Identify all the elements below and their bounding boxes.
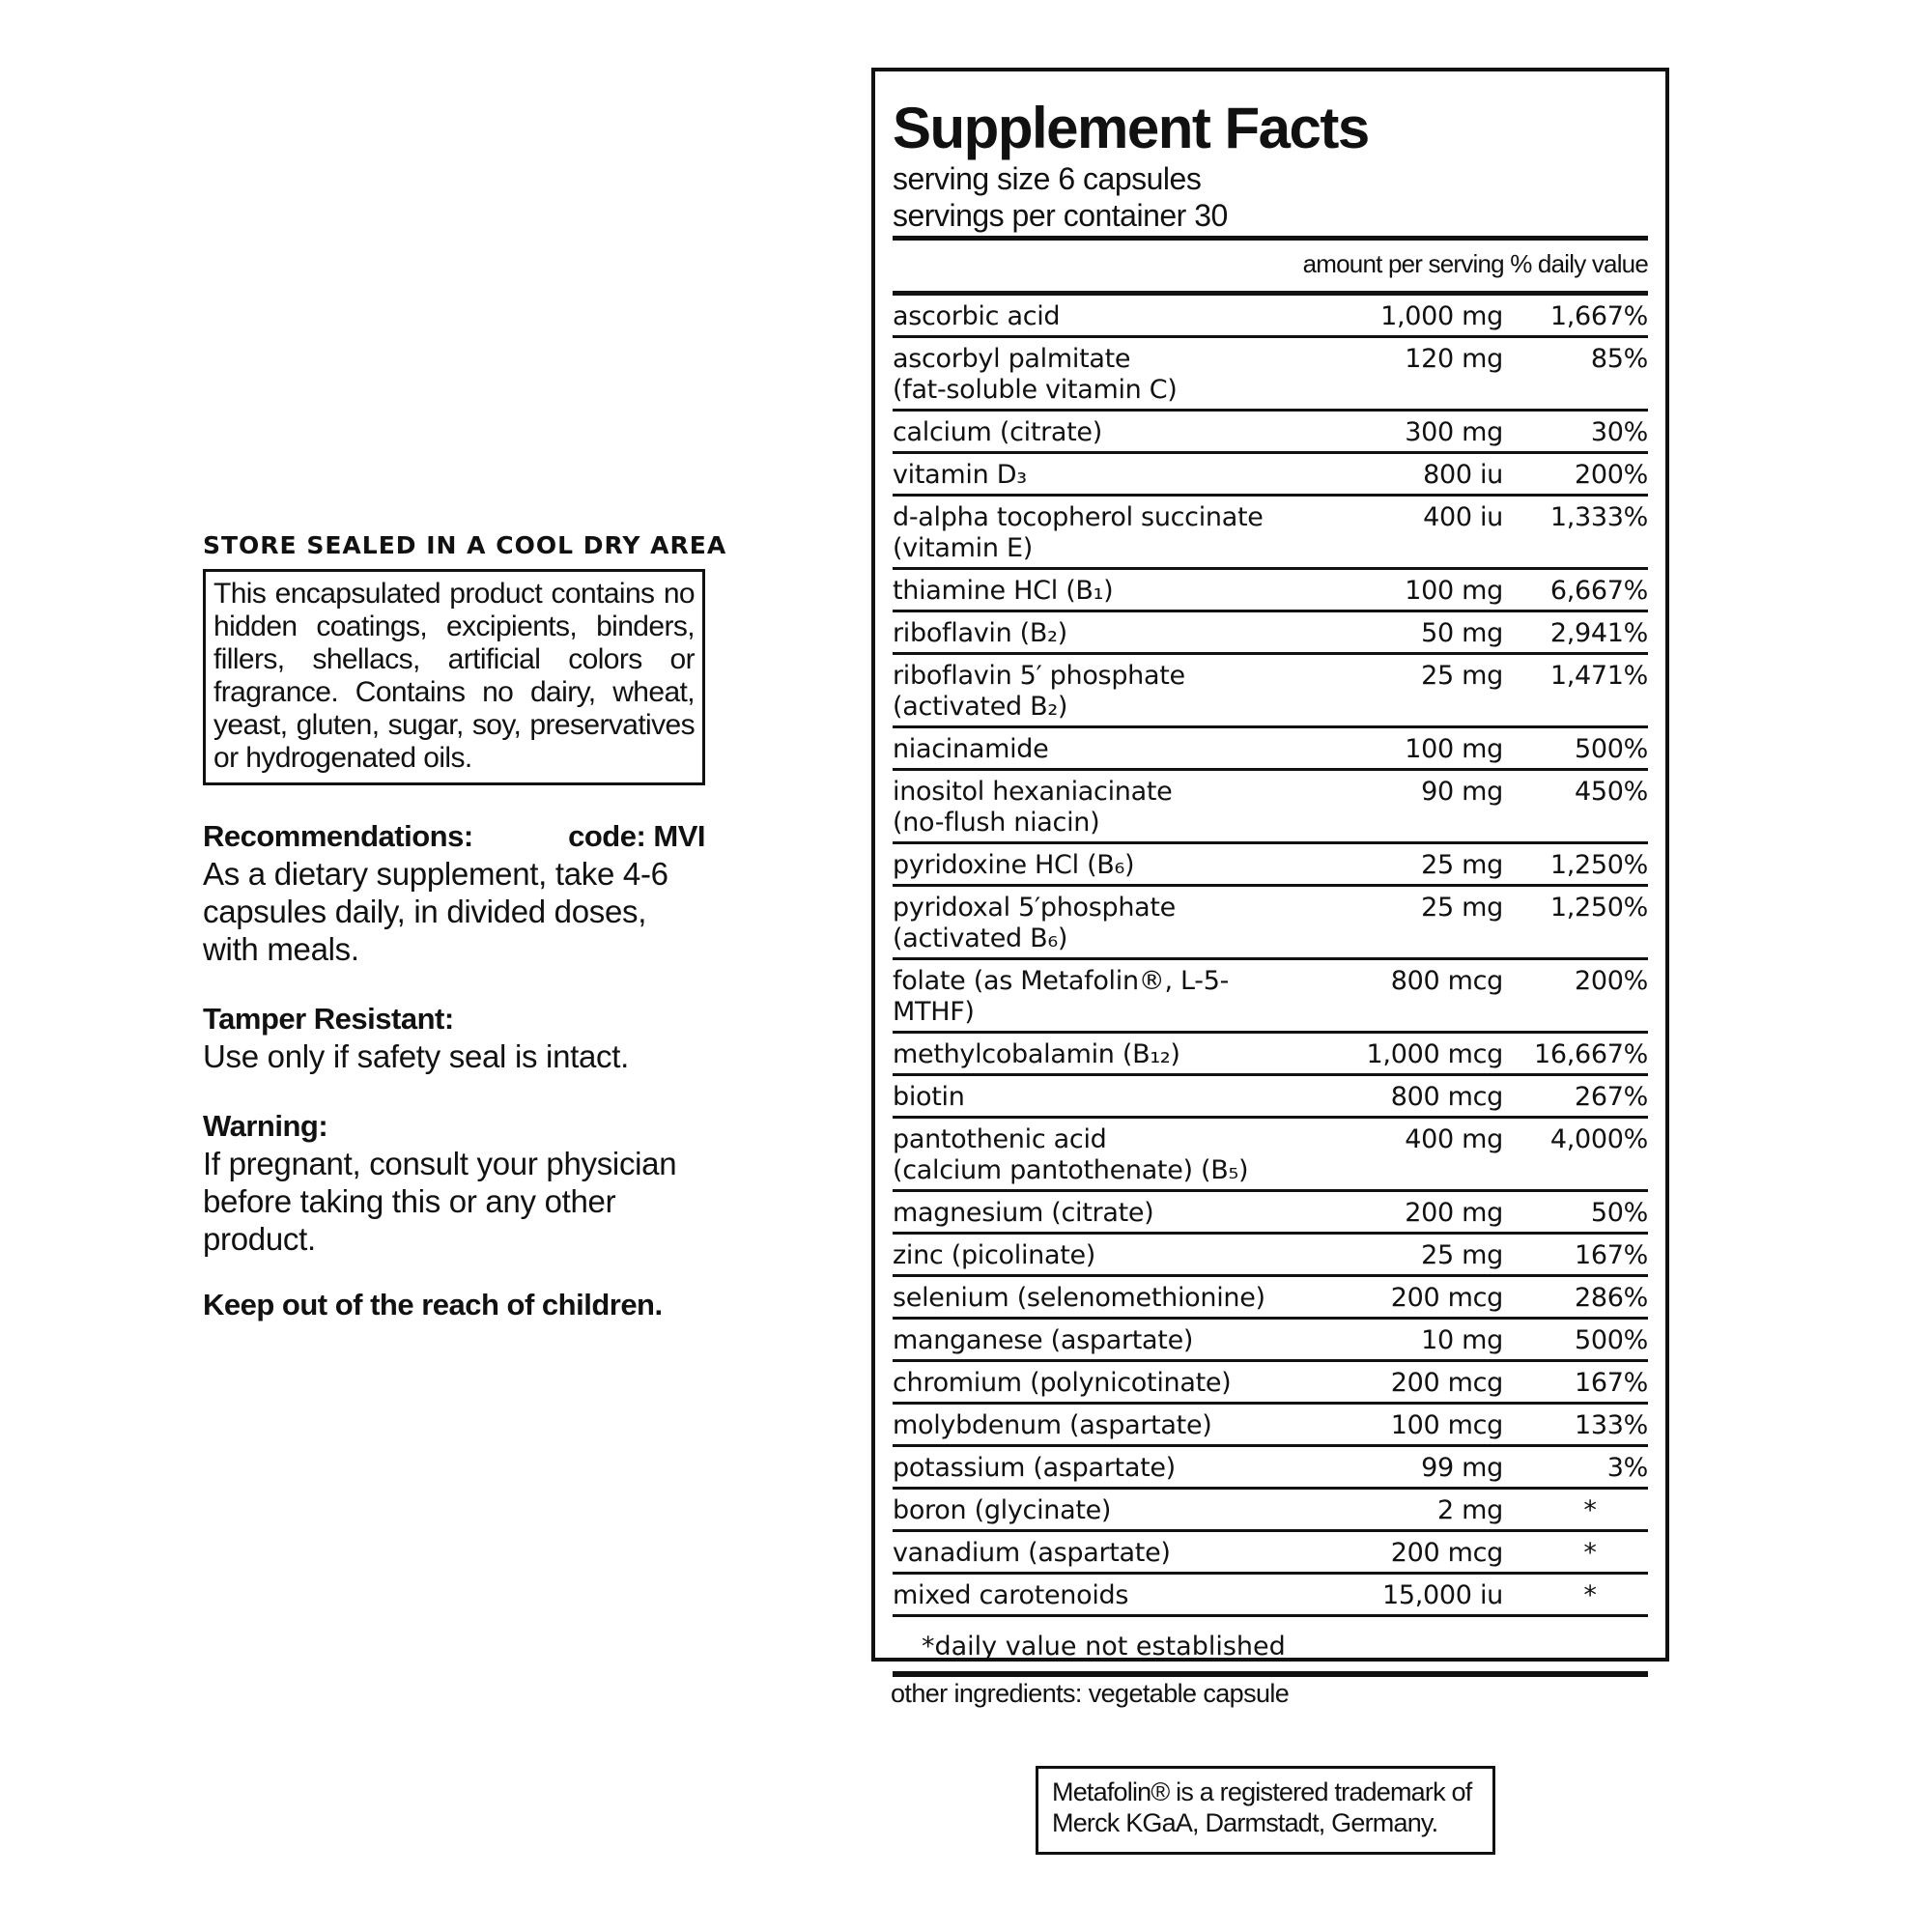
trademark-notice xyxy=(1036,1766,1495,1855)
table-row xyxy=(893,887,1648,960)
daily-value: 4,000% xyxy=(1549,1124,1648,1154)
amount-per-serving: 25 mg xyxy=(1421,661,1503,691)
daily-value: * xyxy=(1583,1495,1597,1525)
amount-per-serving: 800 iu xyxy=(1423,460,1503,490)
nutrient-name-line-1: pyridoxine HCl (B₆) xyxy=(893,850,1135,880)
recommendations-section xyxy=(203,818,705,968)
amount-per-serving: 100 mg xyxy=(1405,576,1503,606)
amount-per-serving: 1,000 mcg xyxy=(1366,1039,1503,1069)
daily-value: 200% xyxy=(1575,460,1648,490)
amount-per-serving: 90 mg xyxy=(1421,777,1503,807)
nutrient-name xyxy=(893,1198,1310,1229)
nutrient-name-line-1: ascorbyl palmitate xyxy=(893,344,1131,374)
nutrient-name xyxy=(893,893,1310,954)
nutrient-name xyxy=(893,301,1310,332)
free-from-claims-box: This encapsulated product contains no hidden coatings, excipients, binders, fillers, shellacs, artificial colors or fragrance. Contains no dairy, wheat, yeast, gluten, sugar, soy, preservatives or hydrogenated oils. xyxy=(203,569,705,785)
nutrient-name xyxy=(893,1124,1310,1186)
keep-out-notice: Keep out of the reach of children. xyxy=(203,1288,663,1321)
nutrient-name-line-1: selenium (selenomethionine) xyxy=(893,1283,1265,1313)
nutrient-name xyxy=(893,576,1310,607)
servings-per-container: servings per container 30 xyxy=(893,197,1648,241)
amount-per-serving: 25 mg xyxy=(1421,893,1503,923)
tamper-text: Use only if safety seal is intact. xyxy=(203,1038,629,1074)
nutrient-name-line-1: niacinamide xyxy=(893,734,1049,764)
nutrient-name xyxy=(893,1410,1310,1441)
nutrient-name-line-1: pantothenic acid xyxy=(893,1124,1107,1154)
nutrient-name xyxy=(893,777,1310,838)
nutrient-name-line-1: riboflavin (B₂) xyxy=(893,618,1067,648)
table-row xyxy=(893,454,1648,497)
table-row xyxy=(893,728,1648,771)
table-row xyxy=(893,1119,1648,1192)
amount-per-serving: 25 mg xyxy=(1421,850,1503,880)
nutrient-name-line-1: potassium (aspartate) xyxy=(893,1453,1176,1483)
warning-text: If pregnant, consult your physician before taking this or any other product. xyxy=(203,1146,677,1257)
table-row xyxy=(893,1235,1648,1277)
daily-value: 1,471% xyxy=(1549,661,1648,691)
panel-title: Supplement Facts xyxy=(893,96,1369,160)
nutrient-name xyxy=(893,618,1310,649)
nutrient-name xyxy=(893,661,1310,723)
tamper-heading: Tamper Resistant: xyxy=(203,1002,454,1036)
nutrient-name xyxy=(893,966,1310,1028)
nutrient-name xyxy=(893,850,1310,881)
amount-per-serving: 200 mcg xyxy=(1390,1283,1503,1313)
nutrient-name xyxy=(893,460,1310,491)
daily-value: 1,250% xyxy=(1549,850,1648,880)
daily-value: 450% xyxy=(1575,777,1648,807)
table-row xyxy=(893,1076,1648,1119)
table-row xyxy=(893,1320,1648,1362)
table-row xyxy=(893,570,1648,612)
nutrient-name-line-2: (activated B₂) xyxy=(893,692,1068,722)
table-row xyxy=(893,338,1648,412)
nutrient-name-line-2: (no-flush niacin) xyxy=(893,808,1100,838)
nutrient-name-line-1: folate (as Metafolin®, L-5-MTHF) xyxy=(893,966,1230,1027)
amount-per-serving: 800 mcg xyxy=(1390,966,1503,996)
table-row xyxy=(893,1034,1648,1076)
warning-section xyxy=(203,1108,705,1258)
amount-per-serving: 2 mg xyxy=(1436,1495,1503,1525)
tamper-section xyxy=(203,1001,705,1075)
nutrient-name xyxy=(893,1240,1310,1271)
table-row xyxy=(893,412,1648,454)
storage-heading: STORE SEALED IN A COOL DRY AREA xyxy=(203,531,727,559)
nutrient-name-line-1: boron (glycinate) xyxy=(893,1495,1112,1525)
amount-per-serving: 200 mg xyxy=(1405,1198,1503,1228)
column-header: amount per serving % daily value xyxy=(893,241,1648,296)
daily-value: 16,667% xyxy=(1533,1039,1648,1069)
table-row xyxy=(893,1575,1648,1617)
daily-value: 286% xyxy=(1575,1283,1648,1313)
table-row xyxy=(893,1362,1648,1405)
nutrient-name xyxy=(893,1538,1310,1569)
nutrient-name-line-2: (fat-soluble vitamin C) xyxy=(893,375,1178,405)
nutrient-name-line-1: molybdenum (aspartate) xyxy=(893,1410,1212,1440)
nutrient-name-line-2: (vitamin E) xyxy=(893,533,1033,563)
daily-value: 133% xyxy=(1575,1410,1648,1440)
amount-per-serving: 99 mg xyxy=(1421,1453,1503,1483)
nutrient-name-line-2: (calcium pantothenate) (B₅) xyxy=(893,1155,1249,1185)
nutrient-name-line-1: methylcobalamin (B₁₂) xyxy=(893,1039,1180,1069)
footnote: *daily value not established xyxy=(893,1617,1648,1677)
table-row xyxy=(893,1490,1648,1532)
daily-value: 2,941% xyxy=(1549,618,1648,648)
nutrient-name-line-1: zinc (picolinate) xyxy=(893,1240,1096,1270)
daily-value: 30% xyxy=(1590,417,1648,447)
nutrient-name xyxy=(893,417,1310,448)
nutrient-name xyxy=(893,344,1310,406)
nutrient-name xyxy=(893,1325,1310,1356)
supplement-facts-panel xyxy=(871,68,1669,1662)
amount-per-serving: 300 mg xyxy=(1405,417,1503,447)
trademark-line-1: Metafolin® is a registered trademark of xyxy=(1052,1777,1472,1806)
amount-per-serving: 100 mcg xyxy=(1390,1410,1503,1440)
table-row xyxy=(893,655,1648,728)
daily-value: 6,667% xyxy=(1549,576,1648,606)
nutrient-name-line-1: pyridoxal 5′phosphate xyxy=(893,893,1176,923)
amount-per-serving: 200 mcg xyxy=(1390,1368,1503,1398)
amount-per-serving: 50 mg xyxy=(1421,618,1503,648)
nutrient-name-line-1: inositol hexaniacinate xyxy=(893,777,1173,807)
amount-per-serving: 120 mg xyxy=(1405,344,1503,374)
daily-value: 167% xyxy=(1575,1240,1648,1270)
table-row xyxy=(893,497,1648,570)
daily-value: 50% xyxy=(1590,1198,1648,1228)
table-row xyxy=(893,612,1648,655)
daily-value: * xyxy=(1583,1580,1597,1610)
nutrient-name-line-1: riboflavin 5′ phosphate xyxy=(893,661,1185,691)
nutrient-name-line-1: chromium (polynicotinate) xyxy=(893,1368,1232,1398)
daily-value: 3% xyxy=(1606,1453,1648,1483)
amount-per-serving: 800 mcg xyxy=(1390,1082,1503,1112)
nutrient-table xyxy=(893,296,1648,1617)
table-row xyxy=(893,1532,1648,1575)
table-row xyxy=(893,1192,1648,1235)
daily-value: 500% xyxy=(1575,734,1648,764)
nutrient-name-line-1: d-alpha tocopherol succinate xyxy=(893,502,1264,532)
nutrient-name-line-1: vitamin D₃ xyxy=(893,460,1027,490)
amount-per-serving: 10 mg xyxy=(1421,1325,1503,1355)
nutrient-name-line-1: biotin xyxy=(893,1082,965,1112)
nutrient-name-line-1: ascorbic acid xyxy=(893,301,1061,331)
amount-per-serving: 1,000 mg xyxy=(1380,301,1503,331)
table-row xyxy=(893,1447,1648,1490)
table-row xyxy=(893,960,1648,1034)
table-row xyxy=(893,296,1648,338)
nutrient-name xyxy=(893,1283,1310,1314)
nutrient-name xyxy=(893,1039,1310,1070)
table-row xyxy=(893,771,1648,844)
nutrient-name xyxy=(893,1082,1310,1113)
amount-per-serving: 15,000 iu xyxy=(1382,1580,1503,1610)
nutrient-name-line-1: mixed carotenoids xyxy=(893,1580,1129,1610)
recommendations-heading: Recommendations: xyxy=(203,819,473,853)
amount-per-serving: 400 iu xyxy=(1423,502,1503,532)
serving-size: serving size 6 capsules xyxy=(893,161,1202,196)
nutrient-name xyxy=(893,734,1310,765)
daily-value: 167% xyxy=(1575,1368,1648,1398)
nutrient-name-line-1: manganese (aspartate) xyxy=(893,1325,1194,1355)
nutrient-name xyxy=(893,1453,1310,1484)
warning-heading: Warning: xyxy=(203,1109,328,1143)
daily-value: * xyxy=(1583,1538,1597,1568)
label-left-column xyxy=(203,531,727,1323)
nutrient-name-line-1: thiamine HCl (B₁) xyxy=(893,576,1114,606)
table-row xyxy=(893,1277,1648,1320)
nutrient-name xyxy=(893,1495,1310,1526)
daily-value: 85% xyxy=(1590,344,1648,374)
daily-value: 1,667% xyxy=(1549,301,1648,331)
product-code: code: MVI xyxy=(568,819,705,853)
nutrient-name-line-1: calcium (citrate) xyxy=(893,417,1102,447)
table-row xyxy=(893,1405,1648,1447)
daily-value: 1,250% xyxy=(1549,893,1648,923)
nutrient-name-line-1: vanadium (aspartate) xyxy=(893,1538,1171,1568)
amount-per-serving: 400 mg xyxy=(1405,1124,1503,1154)
amount-per-serving: 25 mg xyxy=(1421,1240,1503,1270)
nutrient-name xyxy=(893,1580,1310,1611)
nutrient-name-line-1: magnesium (citrate) xyxy=(893,1198,1154,1228)
daily-value: 267% xyxy=(1575,1082,1648,1112)
amount-per-serving: 200 mcg xyxy=(1390,1538,1503,1568)
daily-value: 200% xyxy=(1575,966,1648,996)
nutrient-name xyxy=(893,1368,1310,1399)
daily-value: 1,333% xyxy=(1549,502,1648,532)
nutrient-name-line-2: (activated B₆) xyxy=(893,923,1068,953)
nutrient-name xyxy=(893,502,1310,564)
other-ingredients: other ingredients: vegetable capsule xyxy=(891,1679,1290,1708)
amount-per-serving: 100 mg xyxy=(1405,734,1503,764)
recommendations-text: As a dietary supplement, take 4-6 capsules daily, in divided doses, with meals. xyxy=(203,856,668,967)
trademark-line-2: Merck KGaA, Darmstadt, Germany. xyxy=(1052,1808,1438,1837)
table-row xyxy=(893,844,1648,887)
daily-value: 500% xyxy=(1575,1325,1648,1355)
